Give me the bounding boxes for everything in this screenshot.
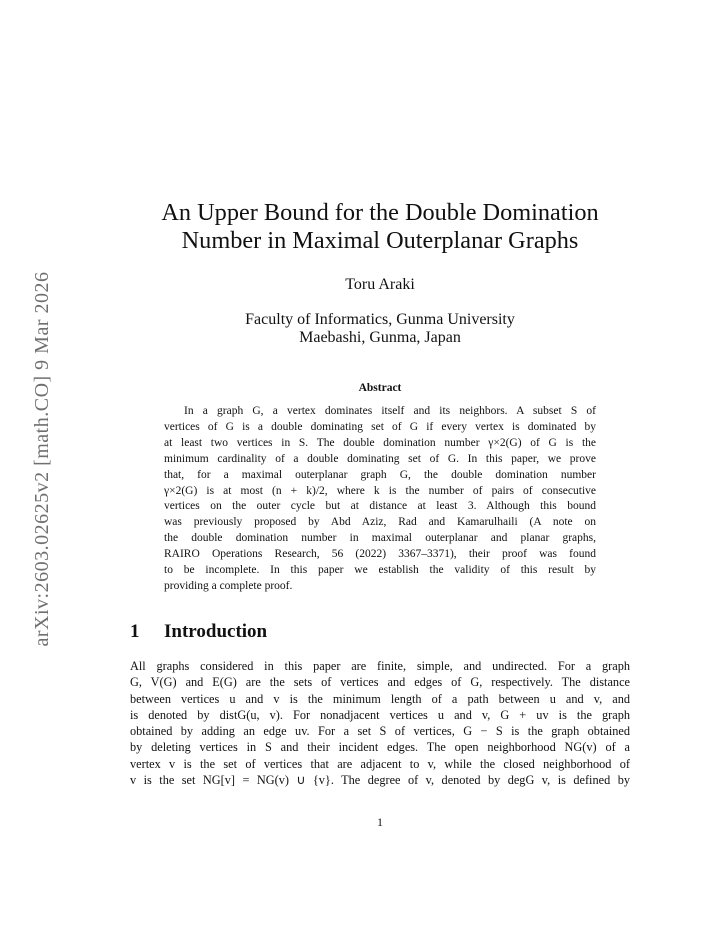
body-line: v is the set NG[v] = NG(v) ∪ {v}. The degree of v, denoted by degG v, is defined by [130,773,630,788]
abstract-line: minimum cardinality of a double dominating set of G. In this paper, we prove [164,452,596,465]
page-number: 1 [377,815,383,829]
introduction-body [130,658,630,788]
abstract-line: γ×2(G) is at most (n + k)/2, where k is the number of pairs of consecutive [164,484,596,497]
section-title: Introduction [164,621,268,642]
abstract-line: providing a complete proof. [164,579,293,592]
abstract-line: In a graph G, a vertex dominates itself and its neighbors. A subset S of [184,405,596,417]
body-line: G, V(G) and E(G) are the sets of vertices and edges of G, respectively. The distance [130,675,630,690]
abstract-line: RAIRO Operations Research, 56 (2022) 3367–3371), their proof was found [164,548,596,561]
abstract-line: that, for a maximal outerplanar graph G, the double domination number [164,468,596,481]
body-line: by deleting vertices in S and their incident edges. The open neighborhood NG(v) of a [130,740,630,755]
affiliation-line: Maebashi, Gunma, Japan [299,329,461,346]
affiliation-line: Faculty of Informatics, Gunma University [245,311,515,328]
abstract-heading: Abstract [358,382,402,394]
arxiv-identifier-stamp: arXiv:2603.02625v2 [math.CO] 9 Mar 2026 [31,271,53,647]
abstract-line: vertices of G is a double dominating set of G if every vertex is dominated by [164,420,596,433]
abstract-line: the double domination number in maximal outerplanar and planar graphs, [164,532,596,545]
section-number: 1 [130,621,140,642]
abstract-body [164,404,596,595]
body-line: vertex v is the set of vertices that are adjacent to v, while the closed neighborhood of [130,756,630,771]
abstract-line: at least two vertices in S. The double domination number γ×2(G) of G is the [164,436,596,449]
abstract-line: vertices on the outer cycle but at distance at least 3. Although this bound [164,500,596,513]
body-line: is denoted by distG(u, v). For nonadjacent vertices u and v, G + uv is the graph [130,707,630,722]
paper-title [130,199,630,255]
body-line: obtained by adding an edge uv. For a set S of vertices, G − S is the graph obtained [130,724,630,739]
title-line: Number in Maximal Outerplanar Graphs [181,227,579,254]
body-line: All graphs considered in this paper are finite, simple, and undirected. For a graph [130,659,630,673]
body-line: between vertices u and v is the minimum length of a path between u and v, and [130,691,630,706]
affiliation [130,311,630,347]
abstract-line: was previously proposed by Abd Aziz, Rad and Kamarulhaili (A note on [164,516,596,529]
title-line: An Upper Bound for the Double Domination [161,199,599,226]
author-name: Toru Araki [345,276,415,293]
section-heading-introduction [130,621,267,643]
abstract-line: to be incomplete. In this paper we establish the validity of this result by [164,564,596,577]
